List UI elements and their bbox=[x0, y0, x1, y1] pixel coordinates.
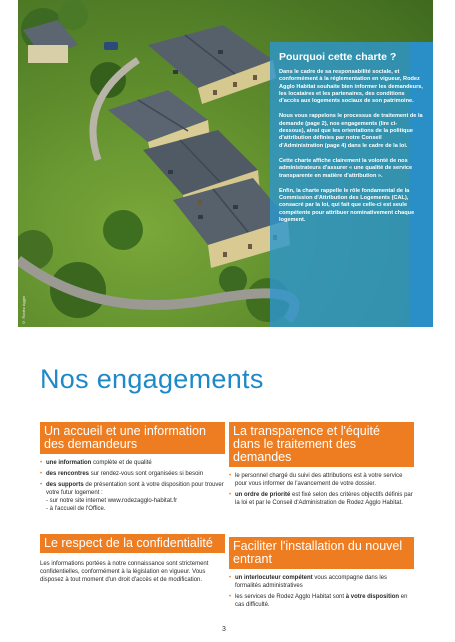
card-list bbox=[40, 459, 225, 513]
list-item bbox=[229, 491, 414, 507]
card-title: Faciliter l'installation du nouvel entrant bbox=[229, 537, 414, 569]
charte-paragraph: Cette charte affiche clairement la volonté de nos administrateurs d'assurer « une qualité de service transparente en matière d'attribution ». bbox=[279, 157, 413, 179]
item-text: de présentation sont à votre disposition pour trouver votre futur logement : bbox=[46, 482, 224, 496]
card-title: Le respect de la confidentialité bbox=[40, 534, 225, 553]
item-bold: des supports bbox=[46, 482, 84, 488]
card-list bbox=[229, 472, 414, 507]
charte-paragraph: Dans le cadre de sa responsabilité sociale, et conformément à la réglementation en vigueur, Rodez Agglo Habitat souhaite bien informer les demandeurs, les locataires et les partenaires, des conditions d'accès aux logements sociaux de son patrimoine. bbox=[279, 69, 423, 105]
page-heading: Nos engagements bbox=[40, 364, 264, 394]
commitment-accueil bbox=[40, 422, 225, 516]
item-text: les services de Rodez Agglo Habitat sont bbox=[235, 594, 346, 600]
item-bold: un interlocuteur compétent bbox=[235, 575, 313, 581]
commitment-transparence bbox=[229, 422, 414, 510]
card-title: Un accueil et une information des demandeurs bbox=[40, 422, 225, 454]
list-item bbox=[40, 481, 225, 513]
item-bold: un ordre de priorité bbox=[235, 492, 291, 498]
charte-title: Pourquoi cette charte ? bbox=[279, 51, 397, 63]
list-item bbox=[40, 459, 225, 467]
page-number: 3 bbox=[222, 626, 226, 633]
item-bold: à votre disposition bbox=[345, 594, 400, 600]
list-item bbox=[229, 472, 414, 488]
charte-paragraph: Nous vous rappelons le processus de traitement de la demande (page 2), nos engagements (lire ci-dessous), ainsi que les orientations de la politique d'attribution définies par notre Conseil d'Administration (page 4) dans le cadre de la loi. bbox=[279, 113, 423, 149]
item-bold: une information bbox=[46, 460, 92, 466]
item-text: vous accompagne dans les formalités administratives bbox=[235, 575, 388, 589]
sub-item-website: - sur notre site internet www.rodezagglo-habitat.fr bbox=[46, 498, 178, 504]
item-text: sur rendez-vous sont organisées si besoin bbox=[89, 471, 204, 477]
list-item bbox=[229, 593, 414, 609]
card-title: La transparence et l'équité dans le traitement des demandes bbox=[229, 422, 414, 467]
list-item bbox=[229, 574, 414, 590]
photo-credit: © Rodez Agglo bbox=[21, 296, 26, 325]
list-item bbox=[40, 470, 225, 478]
charte-paragraph: Enfin, la charte rappelle le rôle fondamental de la Commission d'Attribution des Logements (CAL), consacré par la loi, qui fait que celle-ci est seule compétente pour attribuer nominativement chaque logement. bbox=[279, 187, 415, 224]
sub-item-office: - à l'accueil de l'Office. bbox=[46, 506, 106, 512]
commitment-confidentialite bbox=[40, 534, 225, 584]
item-text: complète et de qualité bbox=[91, 460, 152, 466]
commitment-installation bbox=[229, 537, 414, 612]
item-text: le personnel chargé du suivi des attributions est à votre service pour vous informer de l'avancement de votre dossier. bbox=[235, 473, 403, 487]
card-list bbox=[229, 574, 414, 609]
charte-sidebar bbox=[270, 42, 433, 327]
item-text: en cas difficulté. bbox=[235, 594, 408, 608]
card-body: Les informations portées à notre connaissance sont strictement confidentielles, conformément à la législation en vigueur. Vous disposez à tout moment d'un droit d'accès et de modification. bbox=[40, 561, 209, 583]
item-bold: des rencontres bbox=[46, 471, 90, 477]
item-text: est fixé selon des critères objectifs définis par la loi et par le Conseil d'Administration de Rodez Agglo Habitat. bbox=[235, 492, 413, 506]
